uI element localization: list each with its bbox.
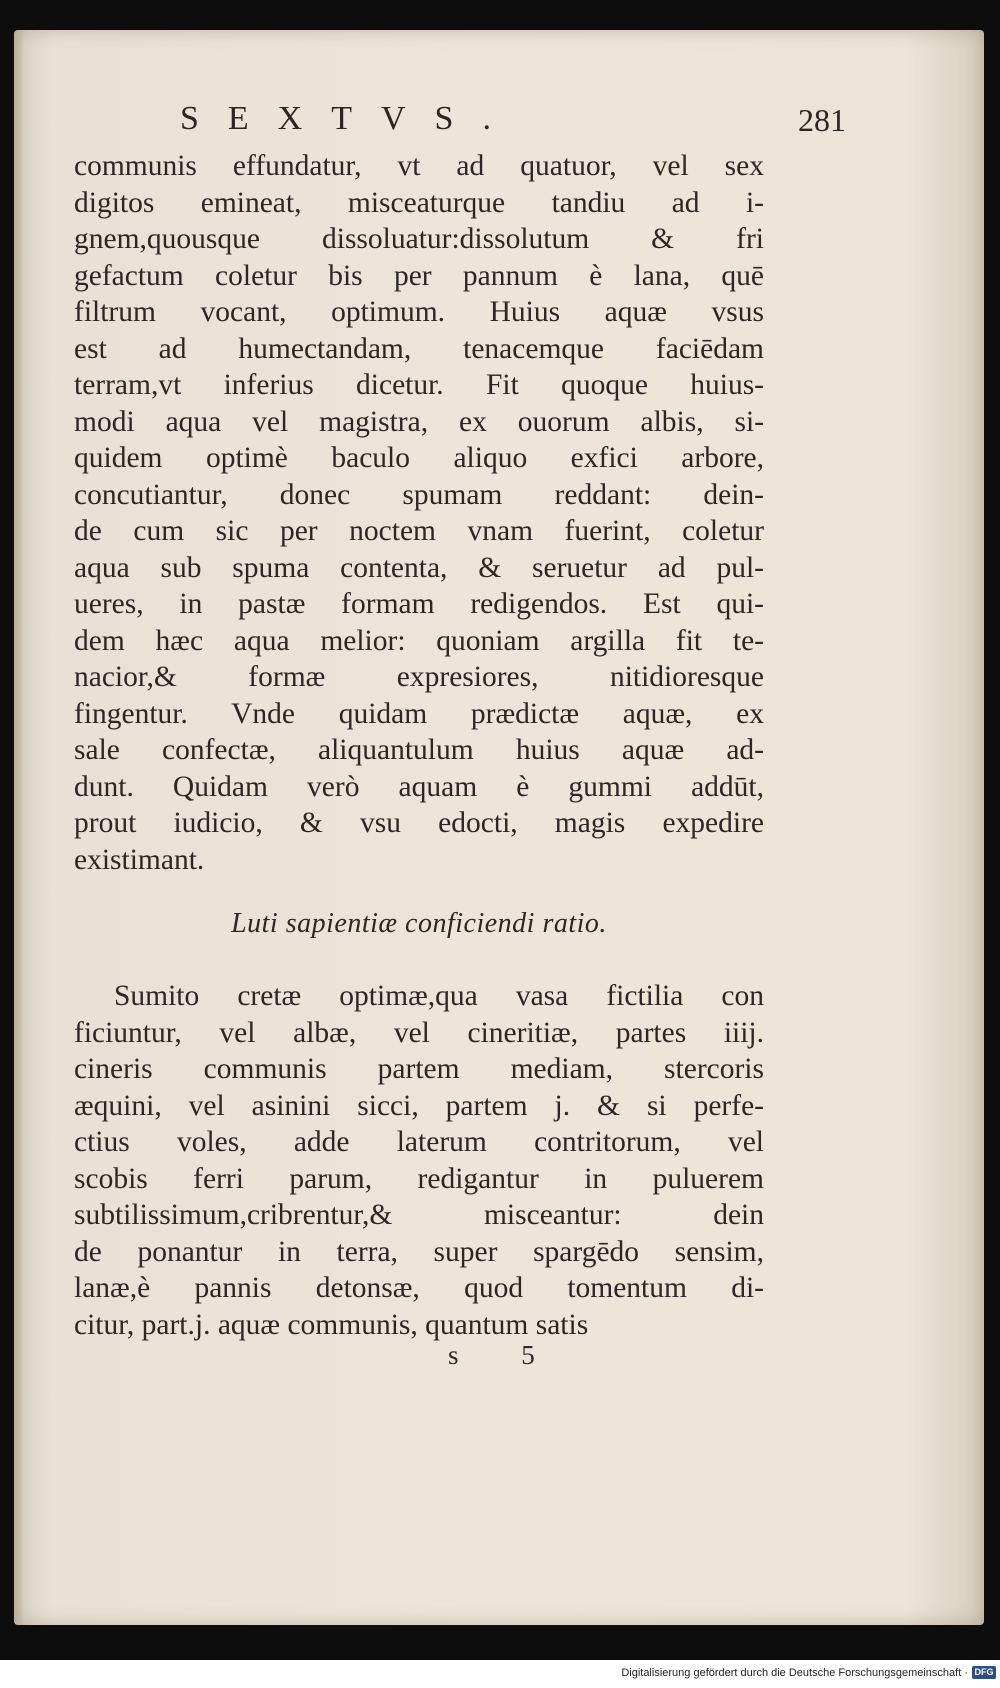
paragraph-1 xyxy=(74,148,764,878)
text-line: scobis ferri parum, redigantur in puluerem xyxy=(74,1162,764,1195)
text-line: terram,vt inferius dicetur. Fit quoque huius- xyxy=(74,369,764,401)
section-title: Luti sapientiæ conficiendi ratio. xyxy=(231,908,607,939)
running-head xyxy=(180,100,846,150)
running-title: SEXTVS. xyxy=(180,100,520,137)
text-line: ficiuntur, vel albæ, vel cineritiæ, partes iiij. xyxy=(74,1016,764,1049)
page-number: 281 xyxy=(798,102,846,138)
digitization-credit: Digitalisierung gefördert durch die Deutsche Forschungsgemeinschaft · xyxy=(621,1667,968,1679)
text-block xyxy=(74,148,764,1343)
text-line: Sumito cretæ optimæ,qua vasa fictilia con xyxy=(114,980,764,1012)
text-line: lanæ,è pannis detonsæ, quod tomentum di- xyxy=(74,1272,764,1304)
section-gap xyxy=(74,960,764,978)
text-line: prout iudicio, & vsu edocti, magis expedire xyxy=(74,807,764,839)
text-line: modi aqua vel magistra, ex ouorum albis, si- xyxy=(74,405,764,438)
text-line: quidem optimè baculo aliquo exfici arbore, xyxy=(74,442,764,474)
text-line: de ponantur in terra, super spargēdo sensim, xyxy=(74,1235,764,1268)
text-line: subtilissimum,cribrentur,& misceantur: dein xyxy=(74,1199,764,1231)
text-line: cineris communis partem mediam, stercoris xyxy=(74,1053,764,1085)
text-line: dem hæc aqua melior: quoniam argilla fit te- xyxy=(74,624,764,657)
text-line: concutiantur, donec spumam reddant: dein- xyxy=(74,478,764,511)
paragraph-2 xyxy=(74,978,764,1343)
signature-mark: s 5 xyxy=(448,1340,563,1370)
text-line: dunt. Quidam verò aquam è gummi addūt, xyxy=(74,770,764,803)
text-line: gefactum coletur bis per pannum è lana, quē xyxy=(74,259,764,292)
text-line: gnem,quousque dissoluatur:dissolutum & fri xyxy=(74,223,764,255)
text-line: existimant. xyxy=(74,843,205,876)
text-line: filtrum vocant, optimum. Huius aquæ vsus xyxy=(74,296,764,328)
text-line: ctius voles, adde laterum contritorum, vel xyxy=(74,1126,764,1158)
text-line: æquini, vel asinini sicci, partem j. & si perfe- xyxy=(74,1089,764,1122)
text-line: communis effundatur, vt ad quatuor, vel sex xyxy=(74,150,764,182)
dfg-logo-icon: DFG xyxy=(972,1666,996,1679)
text-line: digitos emineat, misceaturque tandiu ad i- xyxy=(74,186,764,219)
footer-bar xyxy=(0,1660,1000,1688)
page-gutter-shadow xyxy=(14,30,24,1625)
text-line: de cum sic per noctem vnam fuerint, coletur xyxy=(74,515,764,547)
text-line: aqua sub spuma contenta, & seruetur ad pul- xyxy=(74,551,764,584)
text-line: citur, part.j. aquæ communis, quantum satis xyxy=(74,1308,589,1341)
text-line: fingentur. Vnde quidam prædictæ aquæ, ex xyxy=(74,697,764,730)
text-line: nacior,& formæ expresiores, nitidioresque xyxy=(74,661,764,693)
text-line: ueres, in pastæ formam redigendos. Est qui- xyxy=(74,588,764,620)
text-line: est ad humectandam, tenacemque faciēdam xyxy=(74,332,764,365)
text-line: sale confectæ, aliquantulum huius aquæ ad- xyxy=(74,734,764,766)
